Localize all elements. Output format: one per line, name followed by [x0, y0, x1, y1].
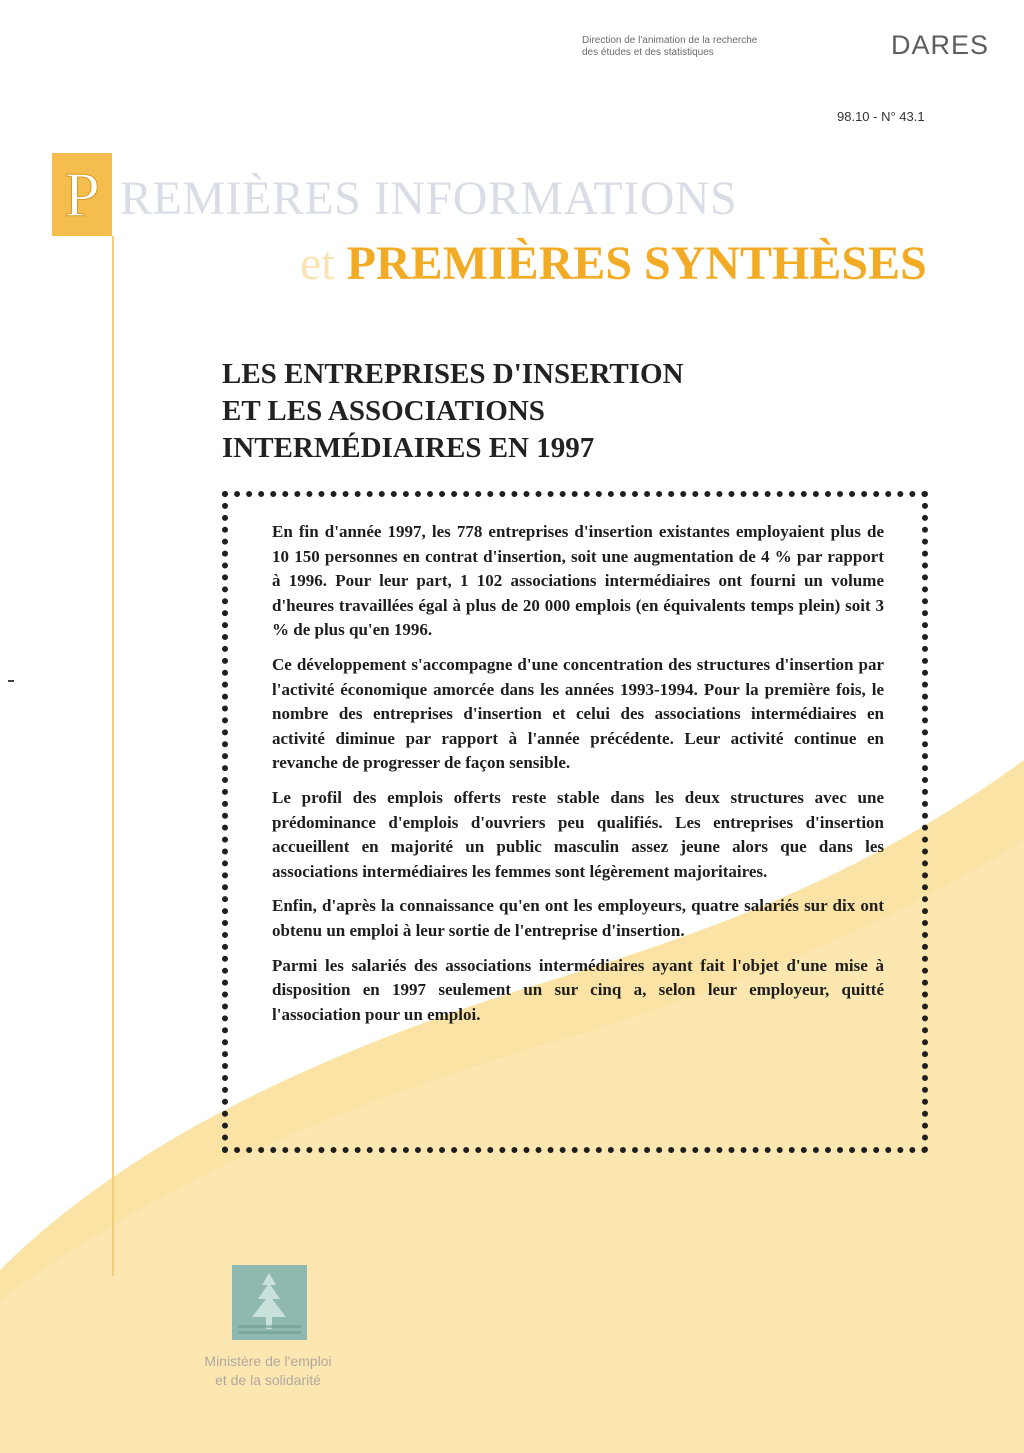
masthead-line-1: [120, 168, 737, 230]
article-title-line-1: LES ENTREPRISES D'INSERTION: [222, 358, 684, 390]
summary-paragraph-3: Le profil des emplois offerts reste stable dans les deux structures avec une prédominance d'emplois d'ouvriers peu qualifiés. Les entreprises d'insertion accueillent en majorité un public masculin assez jeune alors que dans les associations intermédiaires les femmes sont légèrement majoritaires.: [272, 787, 884, 881]
summary-paragraph-1: En fin d'année 1997, les 778 entreprises d'insertion existantes employaient plus de 10 150 personnes en contrat d'insertion, soit une augmentation de 4 % par rapport à 1996. Pour leur part, 1 102 associations intermédiaires ont fourni un volume d'heures travaillées égal à plus de 20 000 emplois (en équivalents temps plein) soit 3 % de plus qu'en 1996.: [272, 522, 884, 640]
summary-text: [272, 520, 884, 1037]
department-name: [582, 35, 832, 59]
department-line-1: Direction de l'animation de la recherche: [582, 35, 758, 46]
summary-paragraph-4: Enfin, d'après la connaissance qu'en ont les employeurs, quatre salariés sur dix ont obtenu un emploi à leur sortie de l'entreprise d'insertion.: [272, 896, 884, 940]
ministry-line-2: et de la solidarité: [215, 1372, 321, 1388]
issue-number: 98.10 - N° 43.1: [837, 109, 925, 124]
article-title-line-2: ET LES ASSOCIATIONS: [222, 395, 545, 427]
masthead-line-2-text: PREMIÈRES SYNTHÈSES: [346, 237, 927, 290]
scan-margin-mark: [8, 680, 14, 682]
ministry-name: [178, 1352, 358, 1390]
masthead-line-1-text: REMIÈRES INFORMATIONS: [120, 172, 738, 225]
dares-logo-text: DARES: [891, 30, 990, 60]
ministry-logo-icon: [232, 1265, 307, 1340]
masthead-initial-letter: P: [64, 159, 100, 230]
department-line-2: des études et des statistiques: [582, 47, 714, 58]
article-title-line-3: INTERMÉDIAIRES EN 1997: [222, 432, 595, 464]
vertical-accent-rule: [112, 236, 114, 1276]
ministry-logo: [232, 1265, 307, 1340]
masthead-line-2: [300, 234, 927, 294]
masthead-connector: et: [300, 237, 335, 290]
summary-paragraph-2: Ce développement s'accompagne d'une concentration des structures d'insertion par l'activité économique amorcée dans les années 1993-1994. Pour la première fois, le nombre des entreprises d'insertion et celui des associations intermédiaires en activité diminue par rapport à l'année précédente. Leur activité continue en revanche de progresser de façon sensible.: [272, 654, 884, 773]
article-title: [222, 356, 782, 467]
ministry-line-1: Ministère de l'emploi: [204, 1353, 332, 1369]
summary-paragraph-5: Parmi les salariés des associations intermédiaires ayant fait l'objet d'une mise à disposition en 1997 seulement un sur cinq a, selon leur employeur, quitté l'association pour un emploi.: [272, 955, 884, 1024]
